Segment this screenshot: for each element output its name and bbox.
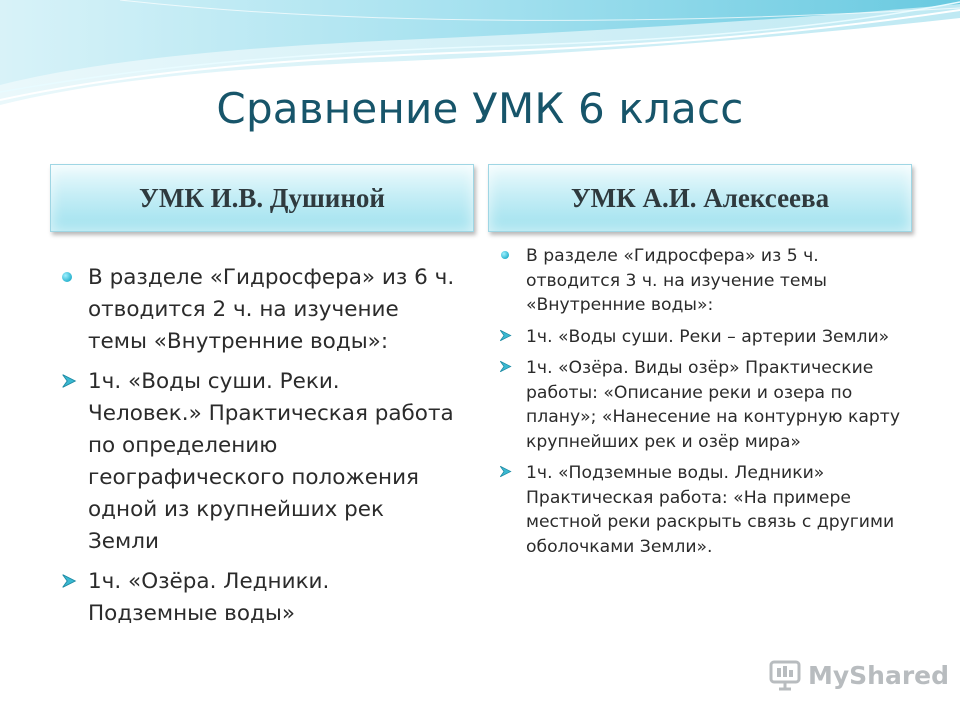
list-item [60, 566, 460, 630]
left-column [60, 262, 460, 638]
list-item-text: В разделе «Гидросфера» из 6 ч. отводится 2 ч. на изучение темы «Внутренние воды»: [88, 265, 455, 354]
arrow-bullet-icon [498, 464, 513, 479]
list-item-text: 1ч. «Озёра. Ледники. Подземные воды» [88, 569, 330, 626]
list-item-text: 1ч. «Воды суши. Реки – артерии Земли» [526, 326, 890, 347]
list-item-text: 1ч. «Озёра. Виды озёр» Практические работы: «Описание реки и озера по плану»; «Нанесение на контурную карту крупнейших рек и озёр мира» [526, 358, 900, 452]
list-item [498, 461, 913, 559]
right-column [498, 244, 913, 566]
list-item [498, 244, 913, 318]
circle-bullet-icon [62, 272, 72, 282]
slide-title: Сравнение УМК 6 класс [216, 84, 744, 133]
arrow-bullet-icon [498, 359, 513, 374]
left-column-header: УМК И.В. Душиной [50, 164, 474, 232]
list-item [60, 262, 460, 358]
arrow-bullet-icon [60, 572, 78, 590]
list-item [498, 325, 913, 350]
watermark-text: MyShared [808, 660, 950, 690]
circle-bullet-icon [501, 251, 509, 259]
right-column-header: УМК А.И. Алексеева [488, 164, 912, 232]
presentation-board-icon [768, 658, 802, 692]
list-item-text: 1ч. «Подземные воды. Ледники» Практическая работа: «На примере местной реки раскрыть связь с другими оболочками Земли». [526, 463, 895, 557]
arrow-bullet-icon [60, 372, 78, 390]
list-item [498, 356, 913, 454]
list-item [60, 366, 460, 558]
myshared-watermark [768, 655, 949, 695]
arrow-bullet-icon [498, 328, 513, 343]
list-item-text: 1ч. «Воды суши. Реки. Человек.» Практическая работа по определению географического положения одной из крупнейших рек Земли [88, 369, 454, 554]
list-item-text: В разделе «Гидросфера» из 5 ч. отводится 3 ч. на изучение темы «Внутренние воды»: [526, 246, 827, 315]
